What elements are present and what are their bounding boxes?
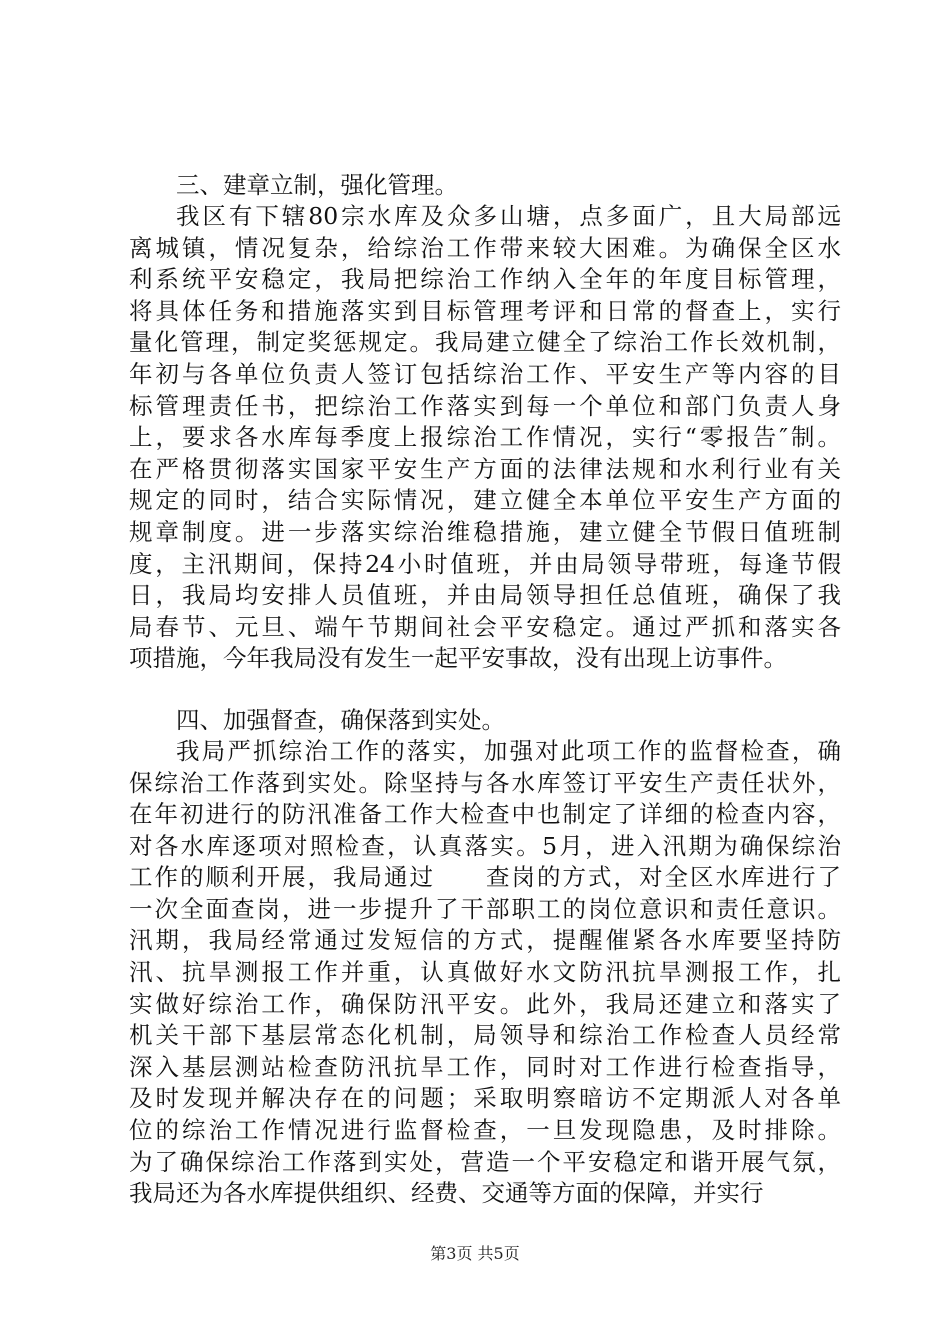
- paragraph-line: 及时发现并解决存在的问题；采取明察暗访不定期派人对各单: [129, 1084, 841, 1113]
- paragraph-line: 规定的同时，结合实际情况，建立健全本单位平安生产方面的: [129, 486, 841, 515]
- paragraph-line: 我局严抓综治工作的落实，加强对此项工作的监督检查，确: [176, 736, 841, 765]
- paragraph-line: 汛期，我局经常通过发短信的方式，提醒催紧各水库要坚持防: [129, 926, 841, 955]
- paragraph-line: 局春节、元旦、端午节期间社会平安稳定。通过严抓和落实各: [129, 612, 841, 641]
- paragraph-line: 在年初进行的防汛准备工作大检查中也制定了详细的检查内容，: [129, 800, 841, 829]
- paragraph-line: 在严格贯彻落实国家平安生产方面的法律法规和水利行业有关: [129, 454, 841, 483]
- document-body: [129, 170, 841, 1210]
- paragraph-line: 为了确保综治工作落到实处，营造一个平安稳定和谐开展气氛，: [129, 1147, 841, 1176]
- section-heading: 三、建章立制，强化管理。: [176, 171, 458, 199]
- paragraph-line: 我区有下辖80宗水库及众多山塘，点多面广，且大局部远: [176, 202, 841, 230]
- paragraph-line: 标管理责任书，把综治工作落实到每一个单位和部门负责人身: [129, 391, 841, 420]
- section-paragraph: [129, 201, 841, 675]
- section-paragraph: [129, 736, 841, 1210]
- paragraph-line: 实做好综治工作，确保防汛平安。此外，我局还建立和落实了: [129, 989, 841, 1018]
- paragraph-line: 对各水库逐项对照检查，认真落实。5月，进入汛期为确保综治: [129, 831, 841, 860]
- paragraph-line: 利系统平安稳定，我局把综治工作纳入全年的年度目标管理，: [129, 265, 841, 294]
- section-3: [129, 170, 841, 675]
- paragraph-line: 我局还为各水库提供组织、经费、交通等方面的保障，并实行: [129, 1179, 764, 1208]
- paragraph-line: 日，我局均安排人员值班，并由局领导担任总值班，确保了我: [129, 581, 841, 610]
- paragraph-line: 保综治工作落到实处。除坚持与各水库签订平安生产责任状外，: [129, 768, 841, 797]
- paragraph-line: 将具体任务和措施落实到目标管理考评和日常的督查上，实行: [129, 296, 841, 325]
- paragraph-line: 上，要求各水库每季度上报综治工作情况，实行“零报告″制。: [129, 423, 841, 452]
- paragraph-line: 离城镇，情况复杂，给综治工作带来较大困难。为确保全区水: [129, 233, 841, 262]
- paragraph-line: 汛、抗旱测报工作并重，认真做好水文防汛抗旱测报工作，扎: [129, 958, 841, 987]
- paragraph-line: 一次全面查岗，进一步提升了干部职工的岗位意识和责任意识。: [129, 894, 841, 923]
- section-heading: 四、加强督查，确保落到实处。: [176, 705, 505, 734]
- paragraph-line: 位的综治工作情况进行监督检查，一旦发现隐患，及时排除。: [129, 1116, 841, 1145]
- paragraph-line: 机关干部下基层常态化机制，局领导和综治工作检查人员经常: [129, 1021, 841, 1050]
- paragraph-line: 项措施，今年我局没有发生一起平安事故，没有出现上访事件。: [129, 644, 787, 673]
- paragraph-line: 量化管理，制定奖惩规定。我局建立健全了综治工作长效机制，: [129, 328, 841, 357]
- section-4: [129, 705, 841, 1210]
- paragraph-line: 工作的顺利开展，我局通过 查岗的方式，对全区水库进行了: [129, 863, 841, 892]
- paragraph-line: 深入基层测站检查防汛抗旱工作，同时对工作进行检查指导，: [129, 1052, 841, 1081]
- paragraph-line: 规章制度。进一步落实综治维稳措施，建立健全节假日值班制: [129, 517, 841, 546]
- paragraph-line: 度，主汛期间，保持24小时值班，并由局领导带班，每逢节假: [129, 549, 841, 578]
- paragraph-line: 年初与各单位负责人签订包括综治工作、平安生产等内容的目: [129, 359, 841, 388]
- page-number-footer: 第3页 共5页: [430, 1244, 520, 1263]
